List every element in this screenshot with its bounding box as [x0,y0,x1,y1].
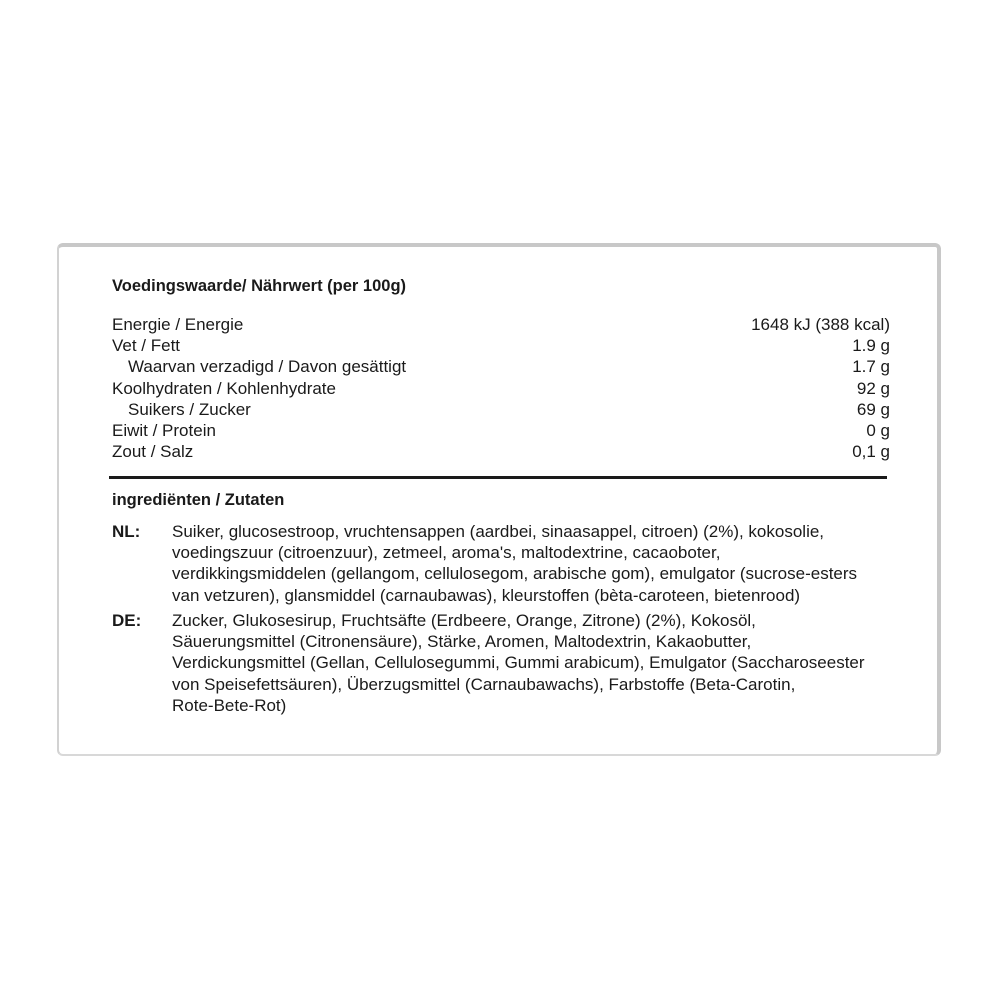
section-divider [109,476,887,479]
ingredients-line: von Speisefettsäuren), Überzugsmittel (Carnaubawachs), Farbstoffe (Beta-Carotin, [172,674,796,694]
nutrition-row-sugars [112,399,890,420]
nutrition-value: 1.7 g [852,357,890,377]
nutrition-value: 0 g [866,420,890,440]
language-code-nl: NL: [112,522,141,541]
language-code-de: DE: [112,611,142,630]
nutrition-value: 92 g [856,378,890,398]
nutrition-row-fat [112,335,890,356]
nutrition-label-card [57,243,941,756]
nutrition-value: 69 g [856,399,890,419]
nutrition-label: Koolhydraten / Kohlenhydrate [112,378,336,398]
ingredients-text-nl [172,521,932,606]
ingredients-line: Zucker, Glukosesirup, Fruchtsäfte (Erdbeere, Orange, Zitrone) (2%), Kokosöl, [172,611,756,630]
ingredients-title: ingrediënten / Zutaten [112,491,285,509]
ingredients-line: van vetzuren), glansmiddel (carnaubawas), kleurstoffen (bèta-caroteen, bietenrood) [172,585,801,605]
ingredients-line: verdikkingsmiddelen (gellangom, cellulosegom, arabische gom), emulgator (sucrose-esters [172,564,858,584]
ingredients-line: Rote-Bete-Rot) [172,695,287,715]
nutrition-table [112,314,890,462]
nutrition-value: 1648 kJ (388 kcal) [751,315,890,334]
nutrition-value: 1.9 g [852,336,890,356]
nutrition-label: Vet / Fett [112,336,181,356]
nutrition-value: 0,1 g [852,442,890,462]
nutrition-label: Energie / Energie [112,315,244,334]
nutrition-label: Waarvan verzadigd / Davon gesättigt [128,357,407,377]
nutrition-label: Eiwit / Protein [112,420,216,440]
nutrition-row-energy [112,314,890,335]
nutrition-label: Zout / Salz [112,442,194,462]
ingredients-line: Säuerungsmittel (Citronensäure), Stärke, Aromen, Maltodextrin, Kakaobutter, [172,632,752,652]
ingredients-line: voedingszuur (citroenzuur), zetmeel, aroma's, maltodextrine, cacaoboter, [172,543,721,563]
nutrition-title: Voedingswaarde/ Nährwert (per 100g) [112,277,407,295]
ingredients-text-de [172,610,932,716]
ingredients-line: Suiker, glucosestroop, vruchtensappen (aardbei, sinaasappel, citroen) (2%), kokosolie, [172,522,825,541]
ingredients-line: Verdickungsmittel (Gellan, Cellulosegummi, Gummi arabicum), Emulgator (Saccharoseester [172,653,865,673]
nutrition-row-saturated-fat [112,356,890,377]
nutrition-label: Suikers / Zucker [128,399,251,419]
nutrition-row-carbohydrates [112,378,890,399]
nutrition-row-protein [112,420,890,441]
nutrition-row-salt [112,441,890,462]
